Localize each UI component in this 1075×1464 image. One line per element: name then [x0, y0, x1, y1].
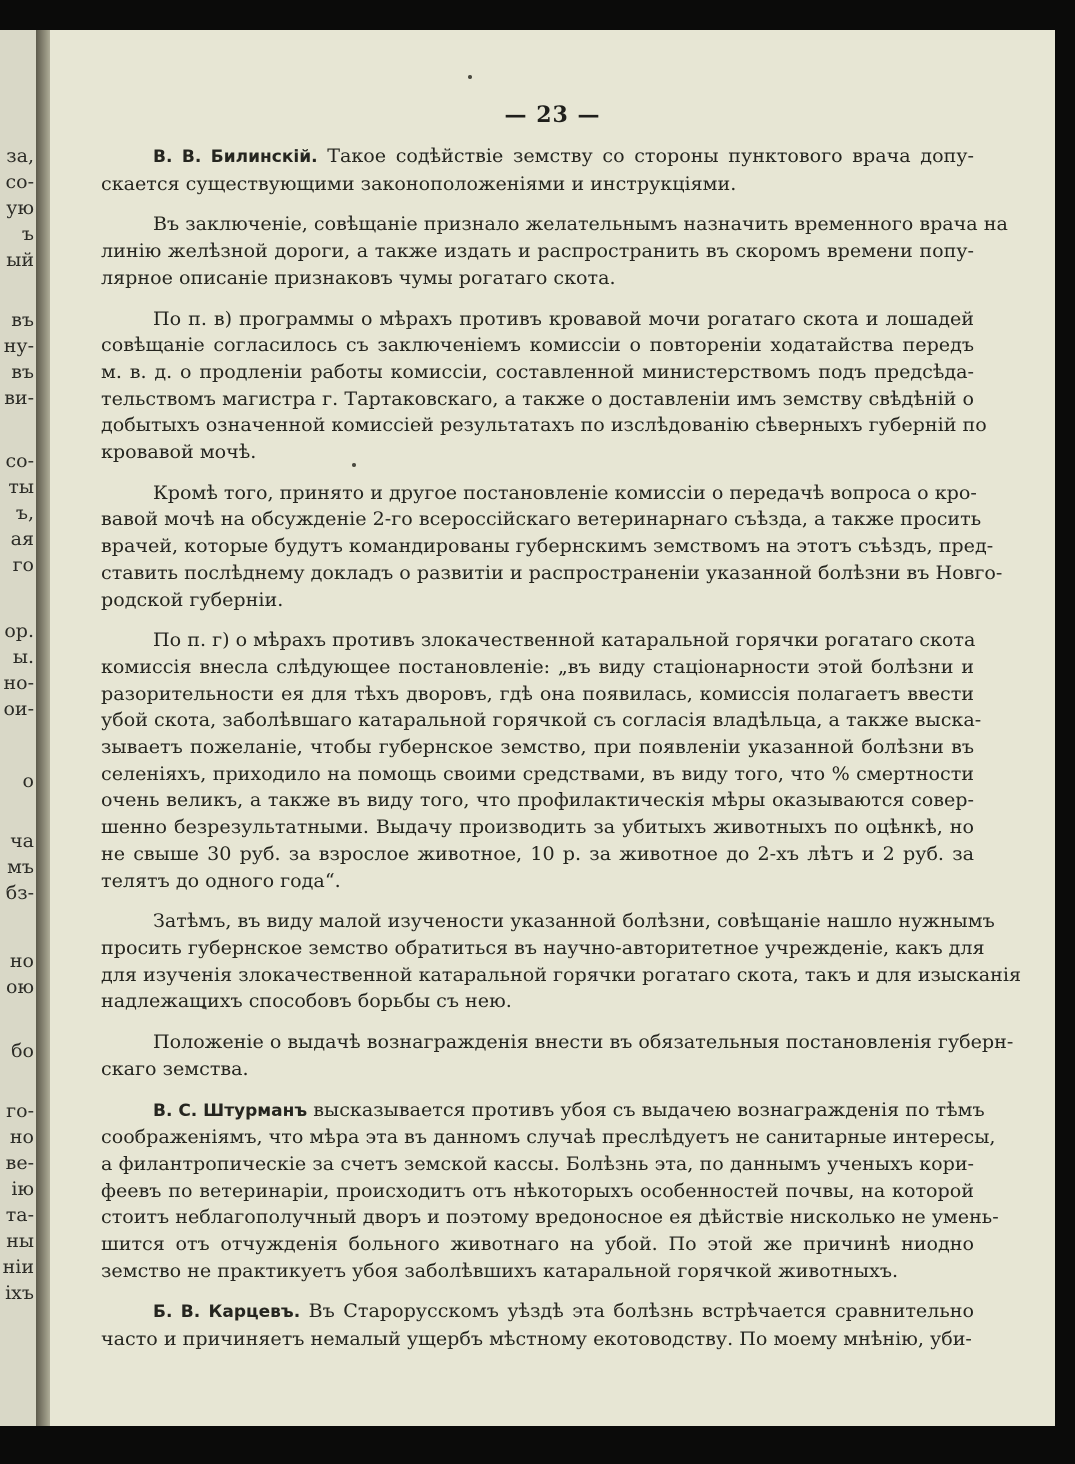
text-line	[101, 1204, 999, 1231]
text-line	[101, 1231, 974, 1258]
line-text: разорительности ея для тѣхъ дворовъ, гдѣ она появилась, комиссія полагаетъ ввести	[101, 681, 974, 705]
text-line	[101, 1029, 1014, 1056]
facing-page-fragment: ны	[6, 1230, 34, 1252]
text-line	[101, 1124, 996, 1151]
paragraph	[101, 1029, 1014, 1082]
text-line	[101, 1258, 974, 1285]
line-text: Кромѣ того, принято и другое постановленіе комиссіи о передачѣ вопроса о кро-	[153, 480, 977, 504]
line-text: надлежащихъ способовъ борьбы съ нею.	[101, 989, 512, 1013]
facing-page-fragment: та-	[5, 1204, 34, 1226]
line-text: а филантропическіе за счетъ земской кассы. Болѣзнь эта, по даннымъ ученыхъ кори-	[101, 1151, 974, 1175]
line-text: Положеніе о выдачѣ вознагражденія внести въ обязательныя постановленія губерн-	[153, 1030, 1014, 1054]
speaker-name: Б. В. Карцевъ.	[153, 1302, 301, 1323]
text-line	[101, 533, 994, 560]
facing-page-fragment: ви-	[4, 387, 34, 409]
document-page	[50, 30, 1055, 1426]
text-line	[101, 506, 982, 533]
facing-page-fragment: ніи	[2, 1256, 34, 1278]
line-text: Такое содѣйствіе земству со стороны пунктового врача допу-	[327, 144, 974, 167]
print-speck	[468, 75, 472, 79]
facing-page-edge	[0, 30, 36, 1426]
line-text: Затѣмъ, въ виду малой изучености указанной болѣзни, совѣщаніе нашло нужнымъ	[153, 909, 995, 933]
line-text: зываетъ пожеланіе, чтобы губернское земство, при появленіи указанной болѣзни въ	[101, 735, 974, 759]
text-line	[101, 707, 982, 734]
text-line	[101, 439, 974, 466]
facing-page-fragment: со-	[5, 450, 34, 472]
speaker-name: В. В. Билинскій.	[153, 147, 318, 167]
line-text: Въ Старорусскомъ уѣздѣ эта болѣзнь встрѣчается сравнительно	[308, 1299, 974, 1323]
text-line	[101, 386, 974, 413]
text-line	[101, 1326, 974, 1353]
line-text: убой скота, заболѣвшаго катаральной горячкой съ согласія владѣльца, а также выска-	[101, 708, 982, 732]
facing-page-fragment: со-	[5, 171, 34, 193]
facing-page-fragment: іхъ	[5, 1282, 34, 1304]
text-line	[101, 480, 977, 507]
line-text: селеніяхъ, приходило на помощь своими средствами, въ виду того, что % смертности	[101, 761, 974, 785]
text-line	[101, 359, 974, 386]
facing-page-fragment: го	[12, 554, 34, 576]
facing-page-fragment: ую	[6, 197, 34, 219]
line-text: совѣщаніе согласилось съ заключеніемъ комиссіи о повтореніи ходатайства передъ	[101, 333, 974, 357]
text-line	[101, 412, 987, 439]
paragraph	[101, 1298, 974, 1352]
line-text: для изученія злокачественной катаральной горячки рогатаго скота, такъ и для изысканія	[101, 962, 1022, 986]
facing-page-fragment: ои-	[3, 698, 34, 720]
text-line	[101, 814, 974, 841]
facing-page-fragment: ты	[8, 476, 34, 498]
paragraph	[101, 908, 1022, 1015]
text-line	[101, 587, 974, 614]
body-text	[101, 143, 1022, 1367]
text-line	[101, 761, 974, 788]
paragraph	[101, 211, 1008, 291]
paragraph	[101, 1097, 999, 1285]
paragraph	[101, 480, 1003, 614]
line-text: По п. г) о мѣрахъ противъ злокачественной катаральной горячки рогатаго скота	[153, 628, 976, 652]
text-line	[101, 1178, 974, 1205]
text-line	[101, 841, 974, 868]
line-text: шенно безрезультатными. Выдачу производить за убитыхъ животныхъ по оцѣнкѣ, но	[101, 815, 974, 839]
line-text: линію желѣзной дороги, а также издать и распространить въ скоромъ времени попу-	[101, 239, 974, 263]
line-text: шится отъ отчужденія больного животнаго на убой. По этой же причинѣ ниодно	[101, 1232, 974, 1256]
facing-page-fragment: ый	[6, 249, 34, 271]
facing-page-fragment: бо	[11, 1040, 34, 1062]
facing-page-fragment: ы.	[12, 646, 34, 668]
text-line	[101, 1056, 974, 1083]
facing-page-fragment: го-	[6, 1100, 34, 1122]
line-text: феевъ по ветеринаріи, происходитъ отъ нѣкоторыхъ особенностей почвы, на которой	[101, 1178, 974, 1202]
line-text: врачей, которые будутъ командированы губернскимъ земствомъ на этотъ съѣздъ, пред-	[101, 534, 994, 558]
line-text: очень великъ, а также въ виду того, что профилактическія мѣры оказываются совер-	[101, 788, 974, 812]
line-text: По п. в) программы о мѣрахъ противъ кровавой мочи рогатаго скота и лошадей	[153, 306, 974, 330]
text-line	[101, 654, 974, 681]
facing-page-fragment: за,	[6, 145, 34, 167]
text-line	[101, 143, 974, 171]
line-text: высказывается противъ убоя съ выдачею вознагражденія по тѣмъ	[313, 1097, 985, 1121]
text-line	[101, 211, 1008, 238]
text-line	[101, 1097, 985, 1125]
text-line	[101, 908, 995, 935]
page-number: — 23 —	[504, 102, 601, 128]
line-text: м. в. д. о продленіи работы комиссіи, составленной министерствомъ подъ предсѣда-	[101, 359, 974, 383]
text-line	[101, 238, 974, 265]
facing-page-fragment: ая	[10, 528, 34, 550]
text-line	[101, 734, 974, 761]
text-line	[101, 868, 974, 895]
line-text: кровавой мочѣ.	[101, 440, 257, 464]
facing-page-fragment: ію	[11, 1178, 34, 1200]
text-line	[101, 935, 985, 962]
text-line	[101, 265, 974, 292]
facing-page-fragment: бз-	[5, 882, 34, 904]
facing-page-fragment: ве-	[5, 1152, 34, 1174]
line-text: скаго земства.	[101, 1056, 249, 1080]
facing-page-fragment: о	[22, 770, 34, 792]
facing-page-fragment: въ	[11, 361, 34, 383]
text-line	[101, 560, 1003, 587]
text-line	[101, 627, 974, 654]
line-text: родской губерніи.	[101, 587, 284, 611]
paragraph	[101, 143, 974, 197]
line-text: ставить послѣднему докладъ о развитіи и распространеніи указанной болѣзни въ Новго-	[101, 560, 1003, 584]
text-line	[101, 332, 974, 359]
line-text: Въ заключеніе, совѣщаніе признало желательнымъ назначить временного врача на	[153, 212, 1008, 236]
line-text: просить губернское земство обратиться въ научно-авторитетное учрежденіе, какъ для	[101, 935, 985, 959]
facing-page-fragment: ча	[10, 830, 34, 852]
text-line	[101, 1298, 974, 1326]
line-text: вавой мочѣ на обсужденіе 2-го всероссійскаго ветеринарнаго съѣзда, а также просить	[101, 507, 982, 531]
facing-page-fragment: но-	[3, 672, 34, 694]
facing-page-fragment: ъ	[21, 223, 34, 245]
line-text: скается существующими законоположеніями и инструкціями.	[101, 171, 737, 195]
facing-page-fragment: ор.	[4, 620, 34, 642]
text-line	[101, 988, 974, 1015]
line-text: телятъ до одного года“.	[101, 868, 341, 892]
text-line	[101, 787, 974, 814]
facing-page-fragment: въ	[11, 309, 34, 331]
facing-page-fragment: ою	[6, 976, 34, 998]
paragraph	[101, 306, 987, 466]
facing-page-fragment: ну-	[3, 335, 34, 357]
line-text: часто и причиняетъ немалый ущербъ мѣстному екотоводству. По моему мнѣнію, уби-	[101, 1327, 972, 1351]
paragraph	[101, 627, 982, 894]
facing-page-fragment: ъ,	[15, 502, 34, 524]
text-line	[101, 1151, 974, 1178]
line-text: земство не практикуетъ убоя заболѣвшихъ катаральной горячкой животныхъ.	[101, 1258, 899, 1282]
line-text: лярное описаніе признаковъ чумы рогатаго скота.	[101, 265, 616, 289]
line-text: стоитъ неблагополучный дворъ и поэтому вредоносное ея дѣйствіе нисколько не умень-	[101, 1205, 999, 1229]
text-line	[101, 681, 974, 708]
speaker-name: В. С. Штурманъ	[153, 1100, 308, 1121]
facing-page-fragment: мъ	[7, 856, 34, 878]
line-text: соображеніямъ, что мѣра эта въ данномъ случаѣ преслѣдуетъ не санитарные интересы,	[101, 1125, 996, 1149]
line-text: не свыше 30 руб. за взрослое животное, 10 р. за животное до 2-хъ лѣтъ и 2 руб. за	[101, 841, 974, 865]
line-text: комиссія внесла слѣдующее постановленіе: „въ виду стаціонарности этой болѣзни и	[101, 654, 974, 678]
text-line	[101, 171, 974, 198]
text-line	[101, 962, 1022, 989]
text-line	[101, 306, 974, 333]
line-text: тельствомъ магистра г. Тартаковскаго, а также о доставленіи имъ земству свѣдѣній о	[101, 386, 974, 410]
line-text: добытыхъ означенной комиссіей результатахъ по изслѣдованію сѣверныхъ губерній по	[101, 413, 987, 437]
facing-page-fragment: но	[9, 1126, 34, 1148]
facing-page-fragment: но	[9, 950, 34, 972]
